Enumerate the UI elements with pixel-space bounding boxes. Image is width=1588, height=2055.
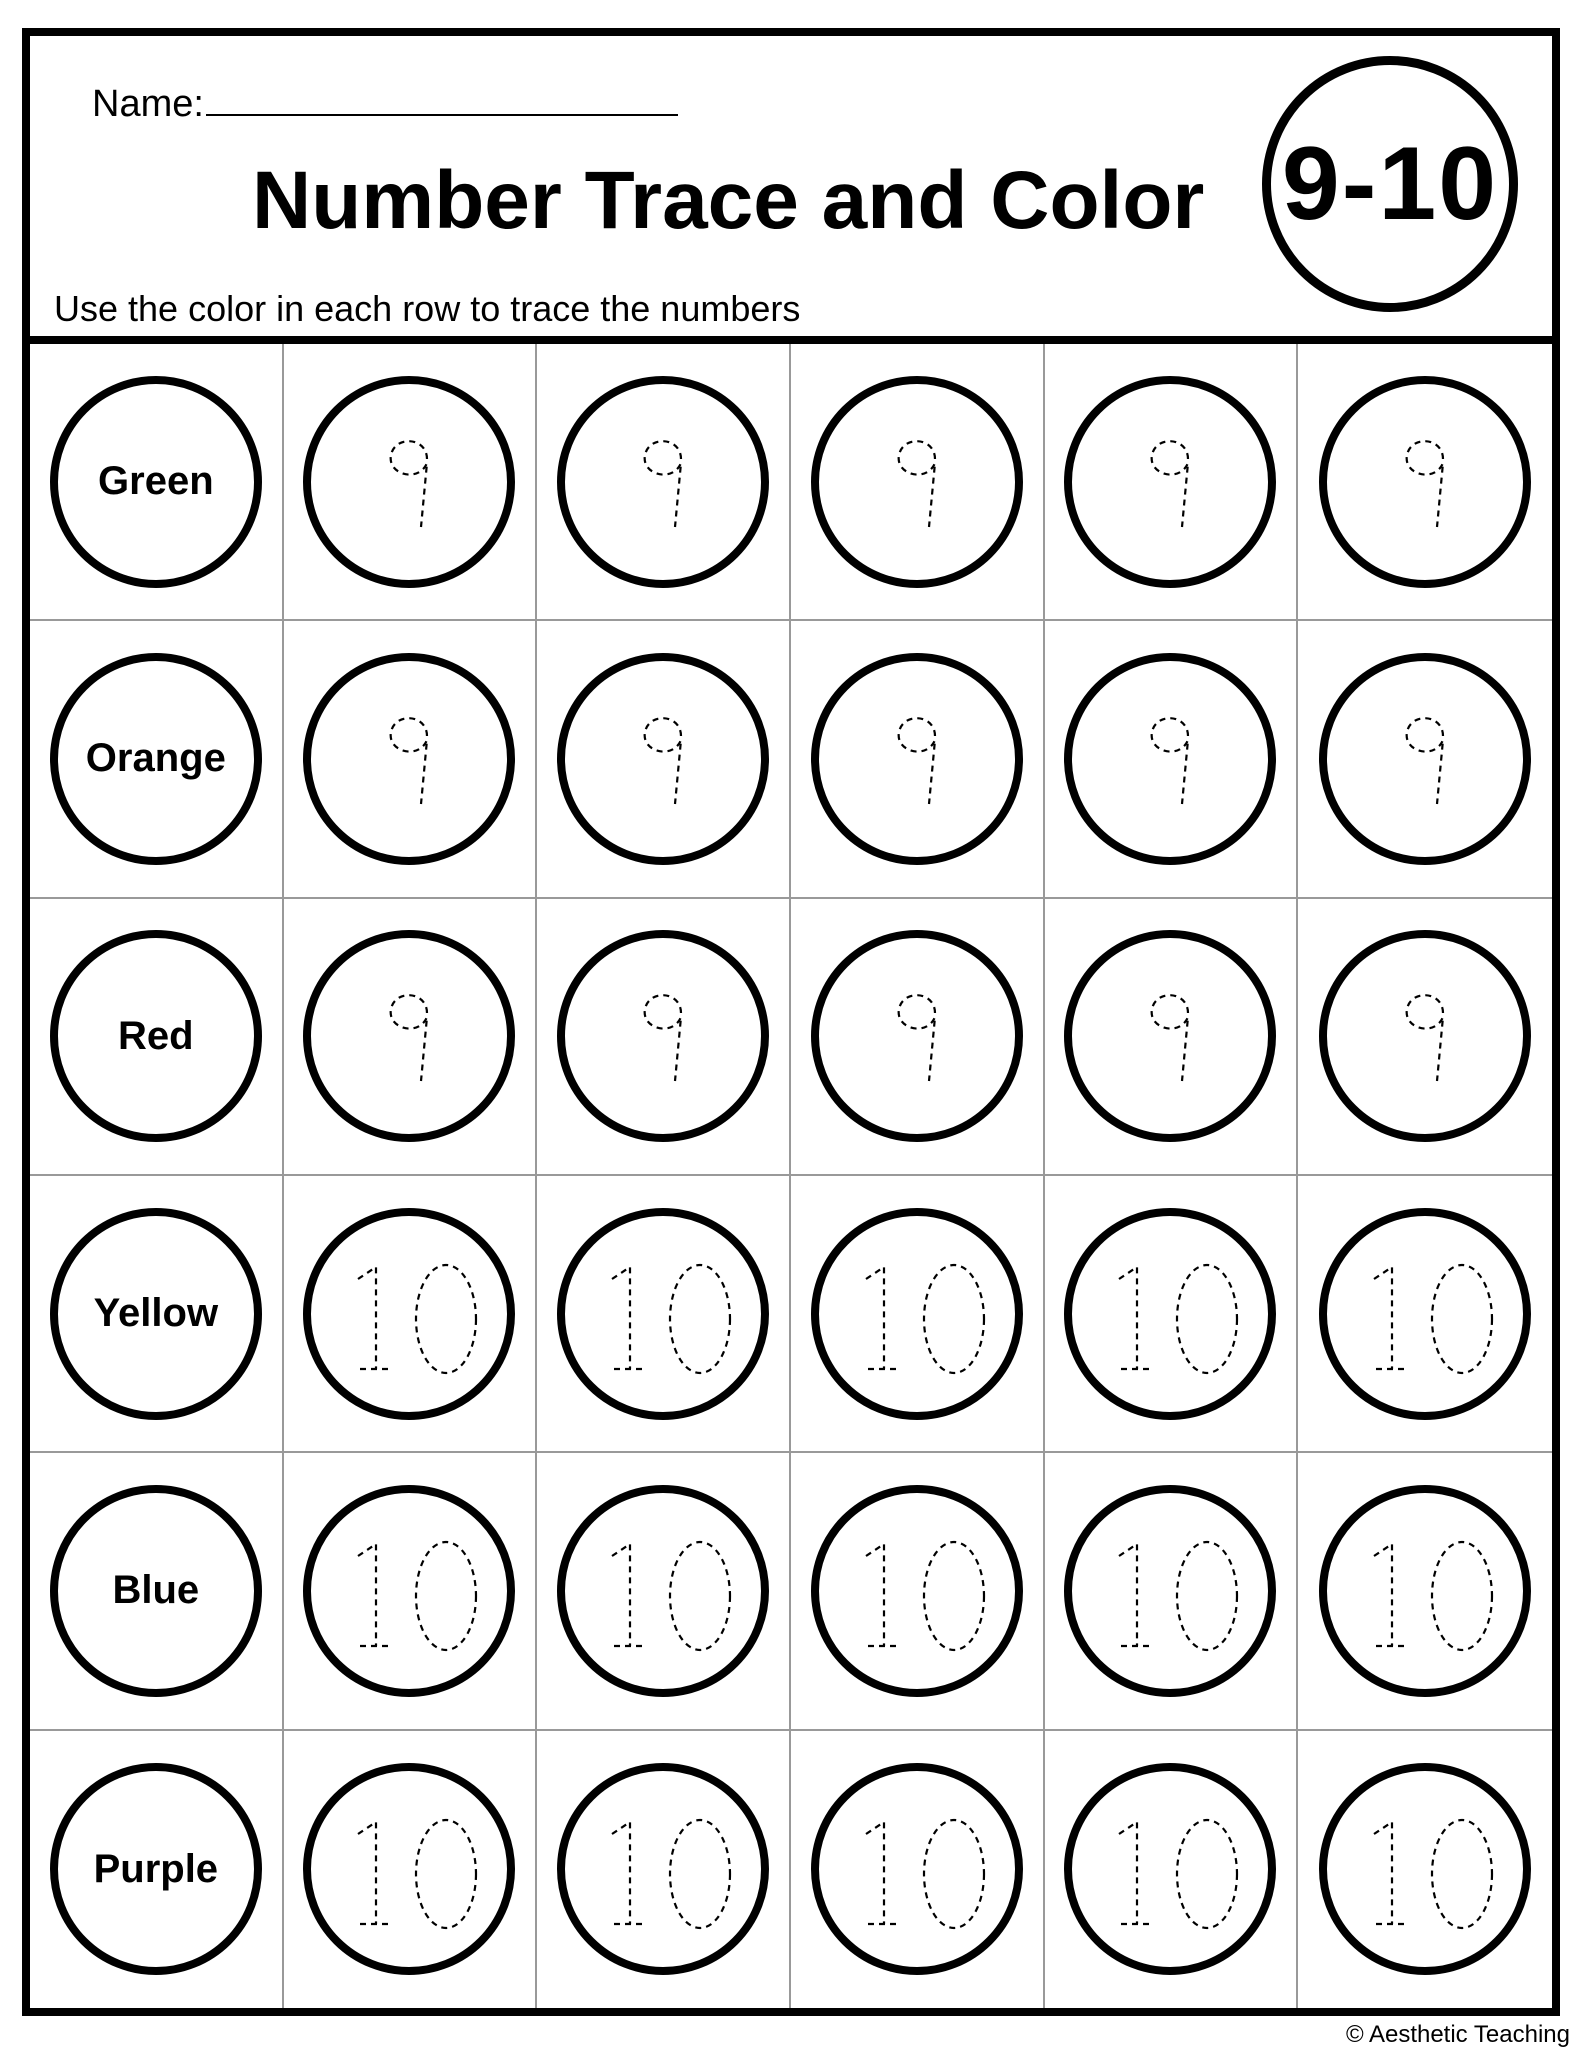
dashed-number-9[interactable] [1340,951,1510,1121]
trace-cell [284,1176,538,1453]
trace-circle[interactable] [811,376,1023,588]
dashed-number-9[interactable] [1085,674,1255,844]
color-name-label: Blue [112,1568,200,1613]
trace-circle[interactable] [811,1485,1023,1697]
trace-circle[interactable] [1319,930,1531,1142]
dashed-number-9[interactable] [1085,951,1255,1121]
color-label-cell [30,1176,284,1453]
trace-circle[interactable] [1319,1485,1531,1697]
trace-circle[interactable] [811,1208,1023,1420]
worksheet [22,28,1560,2016]
trace-cell [537,1731,791,2008]
trace-circle[interactable] [557,1485,769,1697]
dashed-number-10[interactable] [1085,1506,1255,1676]
trace-cell [537,621,791,898]
trace-cell [1045,899,1299,1176]
trace-cell [791,1176,1045,1453]
color-name-label: Red [118,1013,194,1058]
color-name-label: Purple [93,1846,219,1891]
dashed-number-9[interactable] [578,951,748,1121]
color-label-circle [50,653,262,865]
instructions-text: Use the color in each row to trace the numbers [54,288,801,329]
trace-circle[interactable] [1064,930,1276,1142]
trace-cell [537,344,791,621]
trace-circle[interactable] [557,930,769,1142]
dashed-number-10[interactable] [324,1506,494,1676]
trace-circle[interactable] [303,1485,515,1697]
trace-circle[interactable] [1064,1208,1276,1420]
trace-circle[interactable] [557,653,769,865]
color-label-cell [30,1731,284,2008]
dashed-number-10[interactable] [324,1784,494,1954]
dashed-number-9[interactable] [324,674,494,844]
dashed-number-9[interactable] [832,397,1002,567]
trace-circle[interactable] [557,1208,769,1420]
trace-circle[interactable] [1064,1763,1276,1975]
trace-circle[interactable] [811,930,1023,1142]
trace-circle[interactable] [1319,1208,1531,1420]
trace-circle[interactable] [557,1763,769,1975]
color-label-cell [30,344,284,621]
name-label: Name: [92,83,204,125]
dashed-number-10[interactable] [1340,1229,1510,1399]
copyright-text: © Aesthetic Teaching [1345,2021,1570,2048]
color-label-circle [50,1485,262,1697]
trace-circle[interactable] [557,376,769,588]
dashed-number-10[interactable] [1085,1229,1255,1399]
trace-cell [284,344,538,621]
dashed-number-9[interactable] [832,951,1002,1121]
dashed-number-10[interactable] [324,1229,494,1399]
dashed-number-9[interactable] [1340,674,1510,844]
worksheet-header [30,36,1552,344]
number-range-text: 9-10 [1281,125,1499,242]
trace-cell [1045,1731,1299,2008]
trace-cell [1298,621,1552,898]
trace-circle[interactable] [303,930,515,1142]
color-label-circle [50,1208,262,1420]
trace-cell [284,899,538,1176]
trace-cell [1045,1453,1299,1730]
color-label-cell [30,899,284,1176]
trace-circle[interactable] [1319,376,1531,588]
trace-cell [1045,344,1299,621]
dashed-number-10[interactable] [832,1506,1002,1676]
dashed-number-10[interactable] [832,1784,1002,1954]
dashed-number-9[interactable] [1085,397,1255,567]
trace-cell [1298,344,1552,621]
page-title: Number Trace and Color [252,155,1205,246]
trace-cell [1298,1731,1552,2008]
trace-circle[interactable] [303,376,515,588]
trace-circle[interactable] [303,1763,515,1975]
trace-cell [791,899,1045,1176]
trace-cell [284,621,538,898]
color-name-label: Green [98,459,214,504]
dashed-number-9[interactable] [324,951,494,1121]
trace-circle[interactable] [1319,653,1531,865]
trace-circle[interactable] [1064,1485,1276,1697]
number-range-badge [1262,56,1518,312]
trace-circle[interactable] [811,1763,1023,1975]
trace-circle[interactable] [1064,653,1276,865]
name-blank-line[interactable] [206,80,678,116]
dashed-number-10[interactable] [578,1506,748,1676]
color-label-circle [50,930,262,1142]
dashed-number-9[interactable] [832,674,1002,844]
color-label-cell [30,1453,284,1730]
trace-circle[interactable] [811,653,1023,865]
dashed-number-9[interactable] [1340,397,1510,567]
trace-circle[interactable] [1064,376,1276,588]
dashed-number-10[interactable] [1085,1784,1255,1954]
trace-grid [30,344,1552,2008]
trace-cell [791,1731,1045,2008]
color-label-circle [50,376,262,588]
trace-cell [537,1176,791,1453]
trace-cell [1298,899,1552,1176]
trace-cell [1298,1176,1552,1453]
trace-cell [791,1453,1045,1730]
color-name-label: Yellow [93,1291,219,1336]
dashed-number-10[interactable] [578,1229,748,1399]
color-name-label: Orange [85,736,226,781]
dashed-number-10[interactable] [1340,1784,1510,1954]
trace-circle[interactable] [303,1208,515,1420]
trace-cell [537,899,791,1176]
color-label-cell [30,621,284,898]
dashed-number-10[interactable] [1340,1506,1510,1676]
dashed-number-9[interactable] [324,397,494,567]
trace-circle[interactable] [1319,1763,1531,1975]
trace-cell [537,1453,791,1730]
dashed-number-10[interactable] [832,1229,1002,1399]
trace-circle[interactable] [303,653,515,865]
name-field[interactable] [92,80,678,126]
trace-cell [284,1731,538,2008]
color-label-circle [50,1763,262,1975]
dashed-number-10[interactable] [578,1784,748,1954]
trace-cell [791,621,1045,898]
trace-cell [791,344,1045,621]
trace-cell [1045,621,1299,898]
trace-cell [1045,1176,1299,1453]
dashed-number-9[interactable] [578,674,748,844]
dashed-number-9[interactable] [578,397,748,567]
trace-cell [284,1453,538,1730]
trace-cell [1298,1453,1552,1730]
